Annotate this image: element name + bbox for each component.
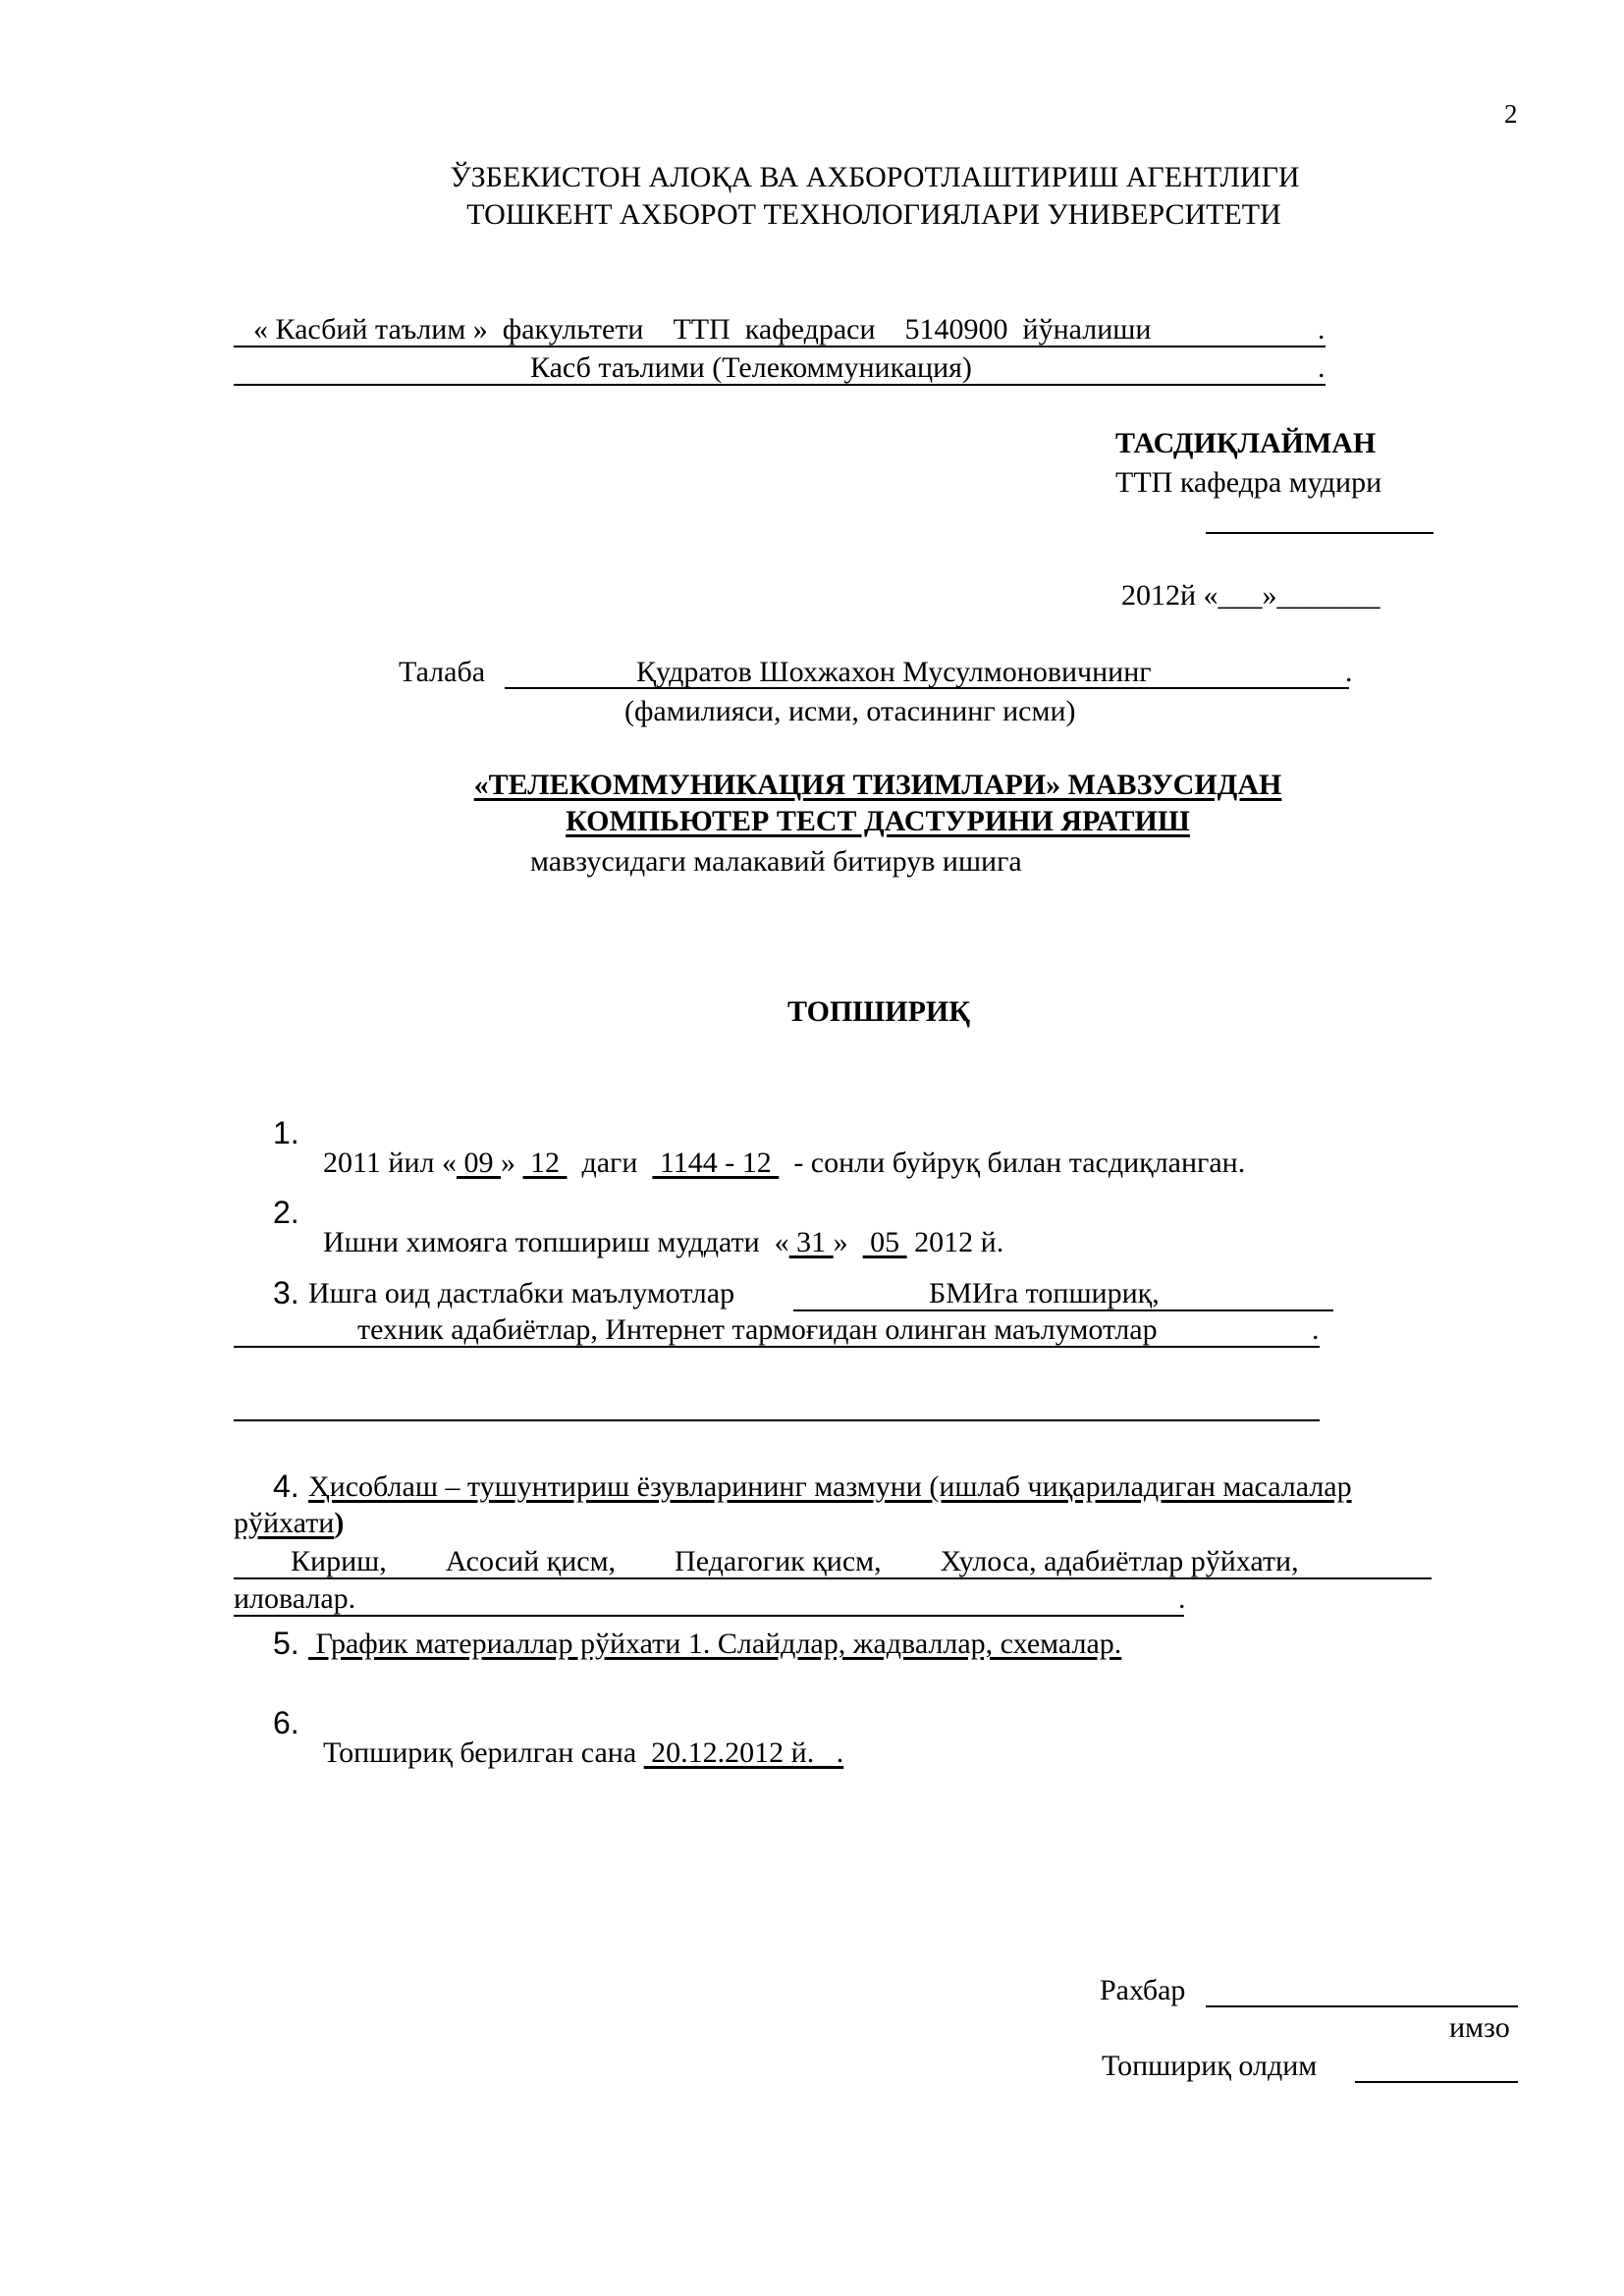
topic-line1: «ТЕЛЕКОММУНИКАЦИЯ ТИЗИМЛАРИ» МАВЗУСИДАН	[473, 769, 1282, 801]
faculty-line1: « Касбий таълим » факультети ТТП кафедраси 5140900 йўналиши	[253, 313, 1152, 346]
item-1-number: 1.	[273, 1115, 299, 1150]
item-1-text-b: »	[500, 1147, 523, 1179]
faculty-line1-rule	[234, 346, 1326, 347]
received-signature-line	[1355, 2081, 1518, 2083]
item-4-text-a: Ҳисоблаш – тушунтириш ёзувларининг мазмуни (ишлаб чиқариладиган масалалар	[308, 1470, 1352, 1503]
item-2-month: 05	[862, 1226, 907, 1258]
item-3-value-b-rule	[234, 1346, 1320, 1348]
item-3-blank-line	[234, 1419, 1320, 1421]
item-4-line-b-rule	[234, 1615, 1184, 1617]
item-5-number: 5.	[273, 1626, 299, 1661]
item-3-number: 3.	[273, 1275, 299, 1310]
item-1-text	[308, 1119, 1245, 1178]
item-5-text: График материаллар рўйхати 1. Слайдлар, жадваллар, схемалар.	[308, 1628, 1122, 1660]
student-label: Талаба	[399, 656, 486, 688]
item-1-month: 12	[522, 1147, 568, 1179]
item-4-number: 4.	[273, 1468, 299, 1504]
header-agency: ЎЗБЕКИСТОН АЛОҚА ВА АХБОРОТЛАШТИРИШ АГЕНТЛИГИ	[450, 161, 1300, 193]
item-1-text-a: 2011 йил «	[323, 1147, 457, 1179]
item-2-text-a: Ишни химояга топшириш муддати «	[323, 1226, 789, 1258]
approve-signature-line	[1206, 532, 1434, 534]
item-6-date: 20.12.2012 й. .	[643, 1736, 844, 1769]
topic-line2: КОМПЬЮТЕР ТЕСТ ДАСТУРИНИ ЯРАТИШ	[566, 805, 1190, 837]
supervisor-signature-line	[1206, 2005, 1518, 2007]
supervisor-label: Рахбар	[1100, 1974, 1186, 2006]
item-6-text	[308, 1709, 843, 1768]
header-university: ТОШКЕНТ АХБОРОТ ТЕХНОЛОГИЯЛАРИ УНИВЕРСИТЕТИ	[466, 198, 1281, 231]
page-number: 2	[1504, 99, 1518, 129]
item-3-dot: .	[1312, 1313, 1320, 1346]
approve-date: 2012й «___»_______	[1121, 579, 1380, 612]
item-6-number: 6.	[273, 1705, 299, 1740]
item-4-text-b: рўйхати	[234, 1507, 335, 1539]
student-name: Қудратов Шохжахон Мусулмоновичнинг	[636, 656, 1152, 688]
item-4-text-b-line	[234, 1509, 344, 1538]
item-2-text-c: 2012 й.	[906, 1226, 1004, 1258]
item-4-dot: .	[1178, 1582, 1186, 1615]
faculty-line2: Касб таълими (Телекоммуникация)	[530, 351, 972, 384]
item-3-text-a: Ишга оид дастлабки маълумотлар	[308, 1277, 735, 1309]
task-title: ТОПШИРИҚ	[787, 995, 970, 1028]
item-4-line-a-rule	[234, 1577, 1432, 1579]
item-4-line-a: Кириш, Асосий қисм, Педагогик қисм, Хулоса, адабиётлар рўйхати,	[291, 1545, 1299, 1577]
item-3-value-a-rule	[793, 1309, 1333, 1311]
item-1-text-d: - сонли буйруқ билан тасдиқланган.	[779, 1147, 1246, 1179]
faculty-line2-rule	[234, 384, 1326, 386]
item-4-line-b: иловалар.	[234, 1582, 356, 1615]
student-caption: (фамилияси, исми, отасининг исми)	[624, 695, 1076, 727]
approve-title: ТАСДИҚЛАЙМАН	[1115, 427, 1377, 459]
item-1-text-c: даги	[567, 1147, 653, 1179]
approve-role: ТТП кафедра мудири	[1115, 466, 1382, 499]
faculty-line2-dot: .	[1318, 351, 1326, 384]
item-1-day: 09	[456, 1147, 501, 1179]
item-2-day: 31	[788, 1226, 834, 1258]
topic-line3: мавзусидаги малакавий битирув ишига	[530, 845, 1022, 878]
item-2-text-b: »	[833, 1226, 863, 1258]
item-2-text	[308, 1199, 1003, 1257]
item-3-value-a: БМИга топшириқ,	[929, 1277, 1160, 1309]
faculty-line1-dot: .	[1318, 313, 1326, 346]
student-name-dot: .	[1345, 656, 1353, 688]
received-label: Топшириқ олдим	[1102, 2050, 1318, 2082]
item-4-text-b-paren: )	[334, 1507, 345, 1539]
signature-caption: имзо	[1449, 2011, 1510, 2044]
item-3-value-b: техник адабиётлар, Интернет тармоғидан олинган маълумотлар	[357, 1313, 1158, 1346]
item-2-number: 2.	[273, 1195, 299, 1230]
item-6-text-a: Топшириқ берилган сана	[323, 1736, 644, 1769]
item-1-order: 1144 - 12	[652, 1147, 780, 1179]
